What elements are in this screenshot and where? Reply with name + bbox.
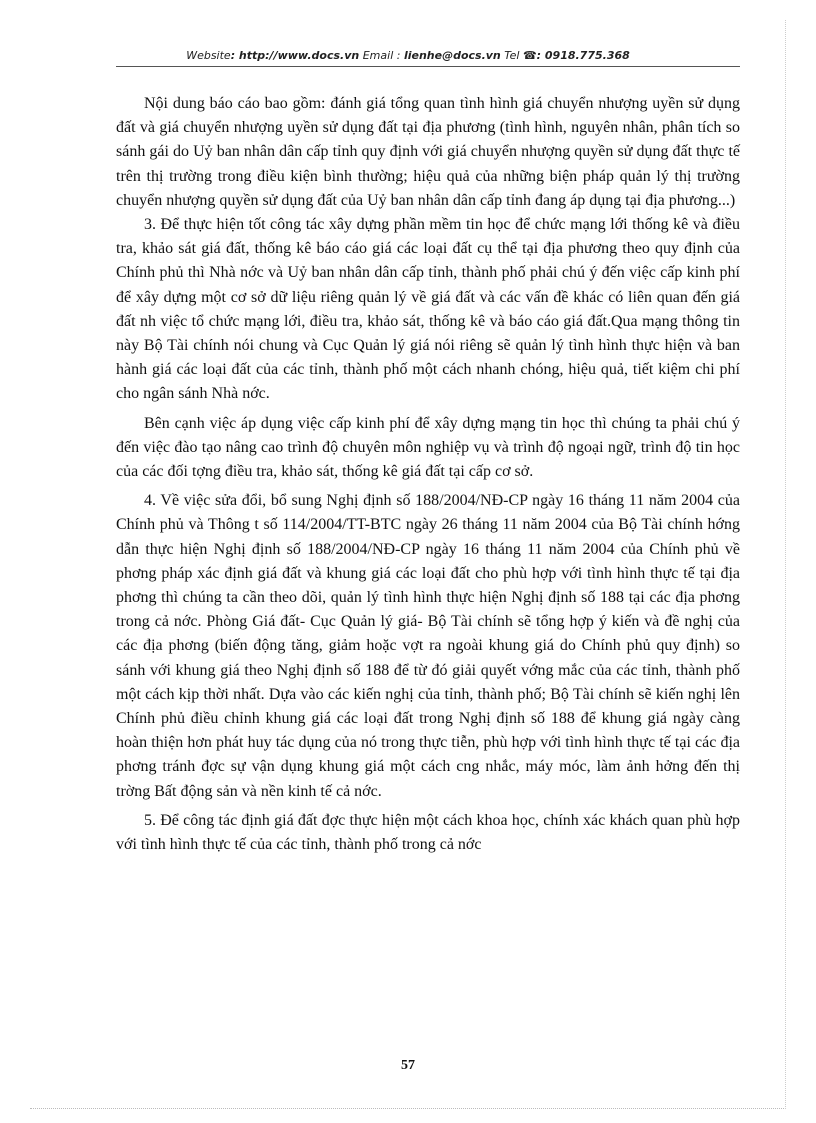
tel-label: Tel (500, 49, 523, 62)
paragraph-report-content: Nội dung báo cáo bao gồm: đánh giá tổng quan tình hình giá chuyển nhượng uyền sử dụng đất và giá chuyển nhượng uyền sử dụng đất tại địa phương (tình hình, nguyên nhân, phân tích so sánh gái do Uỷ ban nhân dân cấp tỉnh quy định với giá chuyển nhượng quyền sử dụng đất thực tế trên thị trường trong điều kiện bình thường; hiệu quả của những biện pháp quản lý thị trường chuyển nhượng quyền sử dụng đất của Uỷ ban nhân dân cấp tỉnh đang áp dụng tại địa phương...) (116, 95, 740, 209)
page-border-right (785, 20, 786, 1109)
email-link[interactable]: lienhe@docs.vn (403, 49, 501, 62)
paragraph-training: Bên cạnh việc áp dụng việc cấp kinh phí để xây dựng mạng tin học thì chúng ta phải chú ý đến việc đào tạo nâng cao trình độ chuyên môn nghiệp vụ và trình độ ngoại ngữ, trình độ tin học của các đối tợng điều tra, khảo sát, thống kê giá đất tại cấp cơ sở. (116, 414, 740, 481)
page-number: 57 (401, 1058, 415, 1073)
email-label: Email : (359, 49, 404, 62)
page-border-bottom (30, 1108, 786, 1109)
tel-value: ☎: 0918.775.368 (522, 49, 630, 62)
header-divider (116, 66, 740, 67)
page-header (0, 49, 816, 62)
paragraph-item-4: 4. Về việc sửa đổi, bổ sung Nghị định số 188/2004/NĐ-CP ngày 16 tháng 11 năm 2004 của Chính phủ và Thông t số 114/2004/TT-BTC ngày 26 tháng 11 năm 2004 của Bộ Tài chính hớng dẫn thực hiện Nghị định số 188/2004/NĐ-CP ngày 16 tháng 11 năm 2004 của Chính phủ về phơng pháp xác định giá đất và khung giá các loại đất cho phù hợp với tình hình thực tế tại địa phơng thì chúng ta cần theo dõi, quản lý tình hình thực hiện Nghị định số 188 tại các địa phơng trong cả nớc. Phòng Giá đất- Cục Quản lý giá- Bộ Tài chính sẽ tổng hợp ý kiến và đề nghị của các địa phơng (biến động tăng, giảm hoặc vợt ra ngoài khung giá do Chính phủ quy định) so sánh với khung giá theo Nghị định số 188 để từ đó giải quyết vớng mắc của các tỉnh, thành phố một cách kịp thời nhất. Dựa vào các kiến nghị của tỉnh, thành phố; Bộ Tài chính sẽ kiến nghị lên Chính phủ điều chỉnh khung giá các loại đất trong Nghị định số 188 để khung giá ngày càng hoàn thiện hơn phát huy tác dụng của nó trong thực tiễn, phù hợp với tình hình thực tế tại các địa phơng tránh đợc sự vận dụng khung giá một cách cng nhắc, máy móc, làm ảnh hởng đến thị trờng Bất động sản và nền kinh tế cả nớc. (116, 492, 740, 800)
website-link[interactable]: : http://www.docs.vn (230, 49, 360, 62)
paragraph-item-5: 5. Để công tác định giá đất đợc thực hiện một cách khoa học, chính xác khách quan phù hợp với tình hình thực tế của các tỉnh, thành phố trong cả nớc (116, 811, 740, 854)
document-body (116, 92, 740, 857)
paragraph-item-3: 3. Để thực hiện tốt công tác xây dựng phần mềm tin học để chức mạng lới thống kê và điều tra, khảo sát giá đất, thống kê báo cáo giá các loại đất cụ thể tại địa phương theo quy định của Chính phủ thì Nhà nớc và Uỷ ban nhân dân cấp tỉnh, thành phố phải chú ý đến việc cấp kinh phí để xây dựng một cơ sở dữ liệu riêng quản lý về giá đất và các vấn đề khác có liên quan đến giá đất nh việc tổ chức mạng lới, điều tra, khảo sát, thống kê và báo cáo giá đất.Qua mạng thông tin này Bộ Tài chính nói chung và Cục Quản lý giá nói riêng sẽ quản lý tình hình thực hiện và ban hành giá các loại đất của các tỉnh, thành phố một cách nhanh chóng, hiệu quả, tiết kiệm chi phí cho ngân sánh Nhà nớc. (116, 216, 740, 403)
website-label: Website (186, 49, 231, 62)
